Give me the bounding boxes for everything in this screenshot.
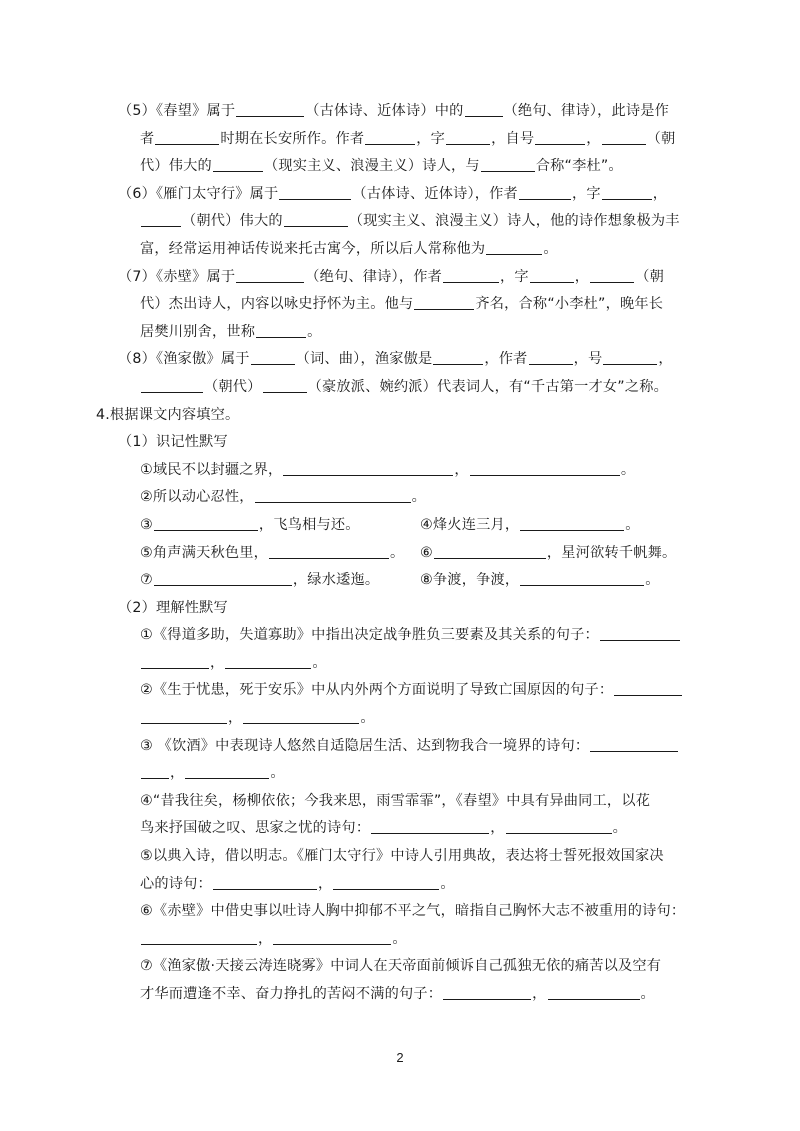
recall-text: ⑥ bbox=[420, 544, 433, 561]
blank[interactable] bbox=[154, 514, 258, 531]
blank[interactable] bbox=[470, 459, 620, 476]
understanding-3-line-2 bbox=[118, 760, 688, 788]
understanding-text: ， bbox=[228, 710, 243, 727]
blank[interactable] bbox=[141, 652, 209, 669]
section-4-heading bbox=[96, 402, 688, 430]
q7-text: 齐名，合称“小李杜”，晚年长 bbox=[475, 296, 664, 313]
recall-text: ， bbox=[454, 461, 469, 478]
recall-text: ，飞鸟相与还。 bbox=[258, 516, 360, 533]
blank[interactable] bbox=[255, 486, 411, 503]
understanding-4-line-1 bbox=[118, 788, 688, 816]
blank[interactable] bbox=[225, 652, 311, 669]
q5-text: （5）《春望》属于 bbox=[118, 103, 236, 119]
blank[interactable] bbox=[600, 624, 680, 641]
q6-text: （6）《雁门太守行》属于 bbox=[118, 185, 279, 202]
recall-text: ④烽火连三月， bbox=[420, 516, 520, 533]
blank[interactable] bbox=[590, 266, 634, 283]
understanding-5-line-2 bbox=[118, 871, 688, 899]
understanding-text: 才华而遭逢不幸、奋力挣扎的苦闷不满的句子： bbox=[140, 986, 443, 1002]
blank[interactable] bbox=[141, 210, 181, 227]
q7-line-3 bbox=[118, 319, 688, 347]
understanding-text: ①《得道多助，失道寡助》中指出决定战争胜负三要素及其关系的句子： bbox=[140, 627, 599, 644]
q7-text: （7）《赤壁》属于 bbox=[118, 268, 236, 285]
blank[interactable] bbox=[269, 542, 389, 559]
blank[interactable] bbox=[506, 817, 612, 834]
blank[interactable] bbox=[185, 762, 269, 779]
understanding-2-line-2 bbox=[118, 705, 688, 733]
understanding-text: 。 bbox=[640, 986, 655, 1002]
recall-3 bbox=[118, 512, 688, 540]
blank[interactable] bbox=[284, 210, 348, 227]
understanding-2-line-1 bbox=[118, 677, 688, 705]
q7-text: ， bbox=[574, 268, 590, 285]
blank[interactable] bbox=[141, 707, 227, 724]
blank[interactable] bbox=[256, 321, 306, 338]
understanding-6-line-2 bbox=[118, 926, 688, 954]
understanding-1-line-1 bbox=[118, 622, 688, 650]
sub-2-heading bbox=[118, 595, 688, 623]
understanding-text: 。 bbox=[392, 930, 407, 947]
recall-text: ，星河欲转千帆舞。 bbox=[546, 544, 677, 561]
blank[interactable] bbox=[213, 873, 317, 890]
recall-5 bbox=[118, 567, 688, 595]
q8-text: （朝代） bbox=[204, 378, 262, 395]
q5-line-2 bbox=[118, 126, 688, 154]
blank[interactable] bbox=[590, 735, 678, 752]
blank[interactable] bbox=[333, 873, 439, 890]
q7-text: （绝句、律诗），作者 bbox=[305, 268, 443, 285]
blank[interactable] bbox=[433, 348, 483, 365]
blank[interactable] bbox=[548, 983, 640, 1000]
understanding-text: 。 bbox=[270, 765, 285, 782]
blank[interactable] bbox=[213, 155, 263, 172]
q7-line-1 bbox=[118, 264, 688, 292]
q8-text: （词、曲），渔家傲是 bbox=[295, 351, 433, 368]
blank[interactable] bbox=[519, 183, 571, 200]
blank[interactable] bbox=[443, 266, 499, 283]
recall-4 bbox=[118, 540, 688, 568]
recall-text: 。 bbox=[390, 544, 405, 561]
understanding-6-line-1 bbox=[118, 898, 688, 926]
understanding-text: ②《生于忧患，死于安乐》中从内外两个方面说明了导致亡国原因的句子： bbox=[140, 682, 614, 699]
understanding-5-line-1 bbox=[118, 843, 688, 871]
worksheet-content bbox=[96, 98, 688, 1009]
q5-text: ，自号 bbox=[491, 130, 535, 147]
recall-text: ⑦ bbox=[140, 572, 153, 589]
blank[interactable] bbox=[273, 928, 391, 945]
understanding-text: 。 bbox=[612, 820, 627, 837]
understanding-1-line-2 bbox=[118, 650, 688, 678]
q5-text: （现实主义、浪漫主义）诗人，与 bbox=[263, 158, 480, 175]
blank[interactable] bbox=[603, 348, 657, 365]
q6-text: ，字 bbox=[571, 185, 601, 202]
page-number: 2 bbox=[396, 1050, 404, 1065]
blank[interactable] bbox=[365, 128, 415, 145]
q8-text: ， bbox=[658, 351, 673, 368]
q5-line-1 bbox=[118, 98, 688, 126]
q6-text: （朝代）伟大的 bbox=[182, 213, 283, 230]
blank[interactable] bbox=[446, 128, 490, 145]
q6-text: ， bbox=[652, 185, 668, 202]
q7-text: ，字 bbox=[500, 268, 529, 285]
understanding-7-line-2 bbox=[118, 981, 688, 1009]
understanding-text: ⑦《渔家傲·天接云涛连晓雾》中词人在天帝面前倾诉自己孤独无依的痛苦以及空有 bbox=[140, 958, 662, 975]
q5-text: 合称“李杜”。 bbox=[535, 158, 623, 175]
understanding-text: ④“昔我往矣，杨柳依依；今我来思，雨雪霏霏”，《春望》中具有异曲同工，以花 bbox=[140, 792, 651, 809]
blank[interactable] bbox=[486, 238, 542, 255]
recall-text: ⑤角声满天秋色里， bbox=[140, 544, 269, 561]
recall-text: 。 bbox=[411, 489, 427, 506]
understanding-text: ， bbox=[170, 765, 185, 782]
q5-text: 代）伟大的 bbox=[140, 158, 212, 175]
q5-text: （朝 bbox=[646, 130, 676, 147]
understanding-text: ， bbox=[490, 820, 505, 837]
understanding-3-line-1 bbox=[118, 733, 688, 761]
understanding-text: 。 bbox=[312, 654, 327, 671]
blank[interactable] bbox=[155, 128, 219, 145]
q8-text: （豪放派、婉约派）代表词人，有“千古第一才女”之称。 bbox=[307, 378, 668, 395]
recall-text: ②所以动心忍性， bbox=[140, 489, 254, 506]
blank[interactable] bbox=[520, 514, 624, 531]
q5-text: 时期在长安所作。作者 bbox=[220, 130, 365, 147]
understanding-text: ， bbox=[258, 930, 273, 947]
recall-text: 。 bbox=[625, 516, 640, 533]
understanding-7-line-1 bbox=[118, 953, 688, 981]
understanding-text: 心的诗句： bbox=[140, 875, 212, 892]
q7-text: 。 bbox=[307, 323, 322, 340]
q6-text: 富，经常运用神话传说来托古寓今，所以后人常称他为 bbox=[140, 240, 486, 257]
recall-text: ③ bbox=[140, 516, 153, 533]
q5-text: （绝句、律诗），此诗是作 bbox=[503, 103, 670, 119]
blank[interactable] bbox=[535, 128, 585, 145]
q7-line-2 bbox=[118, 291, 688, 319]
blank[interactable] bbox=[465, 100, 503, 117]
q6-line-1 bbox=[118, 181, 688, 209]
blank[interactable] bbox=[141, 762, 169, 779]
understanding-text: 鸟来抒国破之叹、思家之忧的诗句： bbox=[140, 820, 371, 837]
q6-text: 。 bbox=[543, 240, 558, 257]
q6-line-3 bbox=[118, 236, 688, 264]
blank[interactable] bbox=[283, 459, 453, 476]
blank[interactable] bbox=[443, 983, 531, 1000]
recall-text: ①域民不以封疆之界， bbox=[140, 461, 283, 478]
q8-text: ，作者 bbox=[484, 351, 528, 368]
recall-text: ，绿水逶迤。 bbox=[292, 572, 380, 589]
understanding-text: ， bbox=[317, 875, 333, 892]
blank[interactable] bbox=[251, 348, 295, 365]
q5-text: 者 bbox=[140, 130, 155, 147]
q5-line-3 bbox=[118, 153, 688, 181]
understanding-text: 。 bbox=[360, 710, 375, 727]
understanding-4-line-2 bbox=[118, 815, 688, 843]
sub-1-heading bbox=[118, 429, 688, 457]
q5-text: ， bbox=[586, 130, 601, 147]
q6-line-2 bbox=[118, 208, 688, 236]
blank[interactable] bbox=[279, 183, 351, 200]
blank[interactable] bbox=[141, 376, 203, 393]
blank[interactable] bbox=[236, 266, 304, 283]
understanding-text: ， bbox=[210, 654, 225, 671]
q7-text: 居樊川别舍，世称 bbox=[140, 323, 256, 340]
blank[interactable] bbox=[243, 707, 359, 724]
q7-text: 代）杰出诗人，内容以咏史抒怀为主。他与 bbox=[140, 296, 414, 313]
recall-text: ⑧争渡，争渡， bbox=[420, 572, 520, 589]
understanding-text: ⑤以典入诗，借以明志。《雁门太守行》中诗人引用典故，表达将士誓死报效国家决 bbox=[140, 848, 664, 865]
blank[interactable] bbox=[414, 293, 474, 310]
q8-text: ，号 bbox=[573, 351, 603, 368]
q6-text: （现实主义、浪漫主义）诗人，他的诗作想象极为丰 bbox=[348, 213, 680, 230]
recall-text: 。 bbox=[620, 461, 636, 478]
blank[interactable] bbox=[141, 928, 257, 945]
blank[interactable] bbox=[520, 569, 644, 586]
blank[interactable] bbox=[602, 183, 652, 200]
q8-line-2 bbox=[118, 374, 688, 402]
blank[interactable] bbox=[154, 569, 292, 586]
blank[interactable] bbox=[602, 128, 646, 145]
blank[interactable] bbox=[371, 817, 489, 834]
blank[interactable] bbox=[236, 100, 304, 117]
recall-2 bbox=[118, 484, 688, 512]
blank[interactable] bbox=[530, 266, 574, 283]
recall-text: 。 bbox=[645, 572, 660, 589]
blank[interactable] bbox=[434, 542, 546, 559]
blank[interactable] bbox=[529, 348, 573, 365]
understanding-text: ， bbox=[532, 986, 547, 1002]
q8-text: （8）《渔家傲》属于 bbox=[118, 351, 250, 368]
understanding-text: 。 bbox=[440, 875, 455, 892]
q7-text: （朝 bbox=[635, 268, 664, 285]
understanding-text: ③ 《饮酒》中表现诗人悠然自适隐居生活、达到物我合一境界的诗句： bbox=[140, 737, 590, 754]
blank[interactable] bbox=[614, 679, 682, 696]
q6-text: （古体诗、近体诗），作者 bbox=[352, 185, 518, 202]
q5-text: ，字 bbox=[416, 130, 446, 147]
blank[interactable] bbox=[481, 155, 535, 172]
blank[interactable] bbox=[263, 376, 307, 393]
subsection-title: （2）理解性默写 bbox=[118, 599, 228, 616]
q8-line-1 bbox=[118, 346, 688, 374]
recall-1 bbox=[118, 457, 688, 485]
understanding-text: ⑥《赤壁》中借史事以吐诗人胸中抑郁不平之气，暗指自己胸怀大志不被重用的诗句： bbox=[140, 903, 686, 920]
q5-text: （古体诗、近体诗）中的 bbox=[305, 103, 464, 119]
section-title: 4.根据课文内容填空。 bbox=[96, 406, 240, 423]
subsection-title: （1）识记性默写 bbox=[118, 434, 228, 451]
